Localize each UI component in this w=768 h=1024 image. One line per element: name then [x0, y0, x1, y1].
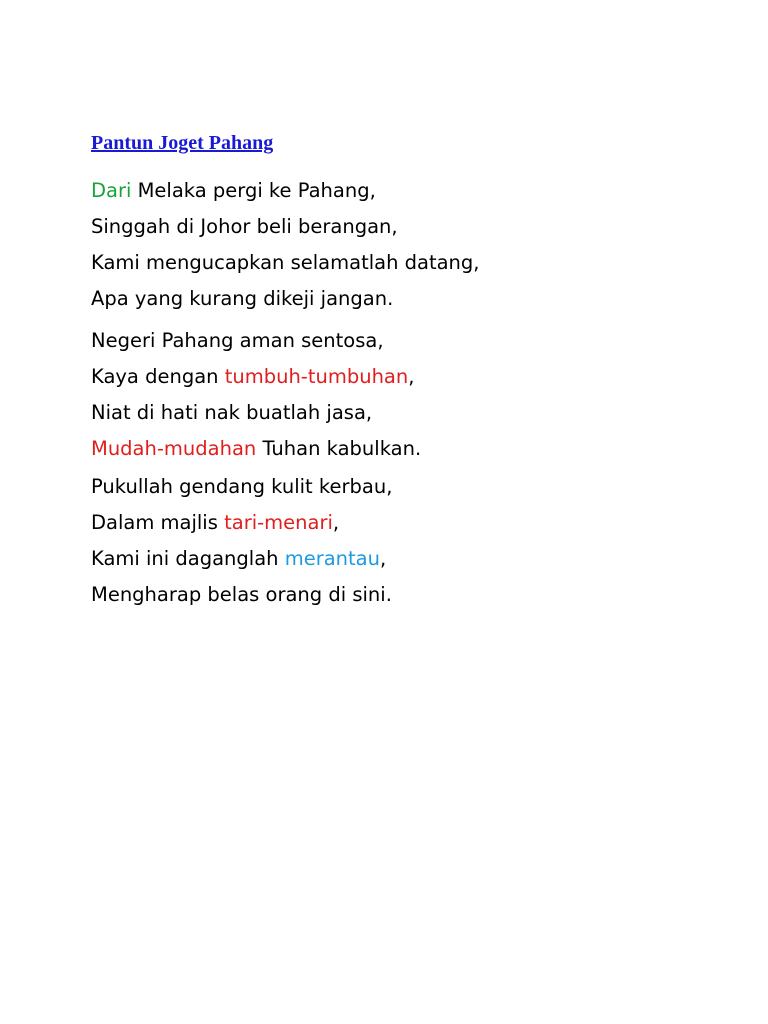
stanza-1-line-3 [91, 245, 480, 281]
line-segment: Kami mengucapkan selamatlah datang, [91, 251, 480, 274]
stanza-1-line-4 [91, 281, 480, 317]
line-segment: Kaya dengan [91, 365, 225, 388]
stanza-2-line-3 [91, 395, 421, 431]
stanza-1-line-1 [91, 173, 480, 209]
highlighted-word: merantau [284, 547, 380, 570]
line-segment: Apa yang kurang dikeji jangan. [91, 287, 394, 310]
stanza-3-line-1 [91, 469, 392, 505]
stanza-2-line-1 [91, 323, 421, 359]
line-segment: Dalam majlis [91, 511, 225, 534]
highlighted-word: tari-menari [224, 511, 333, 534]
stanza-3-line-4 [91, 577, 392, 613]
line-segment: Pukullah gendang kulit kerbau, [91, 475, 393, 498]
line-segment: , [380, 547, 387, 570]
stanza-1 [91, 173, 480, 317]
highlighted-word: tumbuh-tumbuhan [224, 365, 409, 388]
stanza-3-line-2 [91, 505, 392, 541]
stanza-2-line-4 [91, 431, 421, 467]
line-segment: Niat di hati nak buatlah jasa, [91, 401, 373, 424]
line-segment: Melaka pergi ke Pahang, [131, 179, 376, 202]
stanza-3-line-3 [91, 541, 392, 577]
stanza-2 [91, 323, 421, 467]
line-segment: , [332, 511, 340, 534]
poem-title: Pantun Joget Pahang [91, 132, 274, 154]
line-segment: Dari [91, 179, 132, 202]
stanza-2-line-2 [91, 359, 421, 395]
stanza-1-line-2 [91, 209, 480, 245]
line-segment: , [408, 365, 415, 388]
highlighted-word: Mudah-mudahan [91, 437, 257, 460]
line-segment: Mengharap belas orang di sini. [91, 583, 392, 606]
line-segment: Kami ini daganglah [91, 547, 285, 570]
line-segment: Singgah di Johor beli berangan, [91, 215, 398, 238]
stanza-3 [91, 469, 392, 613]
line-segment: Negeri Pahang aman sentosa, [91, 329, 384, 352]
line-segment: Tuhan kabulkan. [256, 437, 422, 460]
